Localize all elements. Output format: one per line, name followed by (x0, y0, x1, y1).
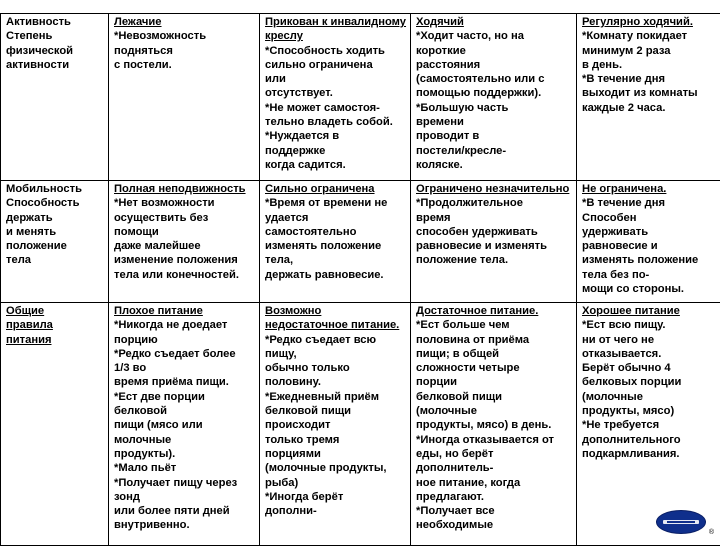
cell-line: помощью поддержки). (416, 86, 573, 100)
cell-line: (молочные (416, 404, 573, 418)
row-label-line: Степень (6, 29, 105, 43)
cell-line: ни от чего не (582, 333, 717, 347)
cell-line: время приёма пищи. (114, 375, 256, 389)
cell-line: Берёт обычно 4 (582, 361, 717, 375)
cell-line: *Нуждается в (265, 129, 407, 143)
cell-line: или (265, 72, 407, 86)
cell-line: подняться (114, 44, 256, 58)
table-row (1, 303, 720, 546)
cell-line: *Иногда берёт (265, 490, 407, 504)
cell-line: *Ежедневный приём (265, 390, 407, 404)
cell-line: отказывается. (582, 347, 717, 361)
score-cell (577, 303, 720, 546)
row-label-title-line: питания (6, 333, 105, 347)
row-label-line: Активность (6, 15, 105, 29)
cell-line: продукты, мясо) в день. (416, 418, 573, 432)
score-cell (411, 181, 577, 303)
cell-line: *Комнату покидает (582, 29, 717, 43)
row-label-line: Способность (6, 196, 105, 210)
row-label-line: тела (6, 253, 105, 267)
cell-line: 1/3 во (114, 361, 256, 375)
cell-line: *Время от времени не (265, 196, 407, 210)
cell-line: порции (416, 375, 573, 389)
cell-line: пищи (мясо или (114, 418, 256, 432)
braden-scale-table (0, 13, 720, 546)
cell-line: дополнительного (582, 433, 717, 447)
score-cell (577, 181, 720, 303)
registered-mark: ® (709, 529, 714, 536)
cell-line: выходит из комнаты (582, 86, 717, 100)
cell-line: короткие (416, 44, 573, 58)
cell-line: изменять положение (265, 239, 407, 253)
cell-line: внутривенно. (114, 518, 256, 532)
cell-line: самостоятельно (265, 225, 407, 239)
score-cell (260, 14, 411, 181)
cell-line: удается (265, 211, 407, 225)
cell-line: белковой (114, 404, 256, 418)
score-cell (109, 181, 260, 303)
cell-line: коляске. (416, 158, 573, 172)
row-label-line: физической (6, 44, 105, 58)
cell-title: Плохое питание (114, 304, 256, 318)
cell-line: необходимые (416, 518, 573, 532)
cell-line: *Не требуется (582, 418, 717, 432)
cell-line: пищи; в общей (416, 347, 573, 361)
cell-line: держать равновесие. (265, 268, 407, 282)
cell-line: время (416, 211, 573, 225)
cell-line: удерживать (582, 225, 717, 239)
cell-line: *Не может самостоя- (265, 101, 407, 115)
cell-line: отсутствует. (265, 86, 407, 100)
cell-line: *Невозможность (114, 29, 256, 43)
cell-line: положение тела. (416, 253, 573, 267)
cell-line: в день. (582, 58, 717, 72)
cell-line: ное питание, когда (416, 476, 573, 490)
cell-line: равновесие и изменять (416, 239, 573, 253)
cell-line: дополни- (265, 504, 407, 518)
cell-line: белковых порции (582, 375, 717, 389)
cell-line: тела без по- (582, 268, 717, 282)
cell-line: пищу, (265, 347, 407, 361)
cell-line: изменять положение (582, 253, 717, 267)
cell-line: продукты, мясо) (582, 404, 717, 418)
cell-line: равновесие и (582, 239, 717, 253)
cell-line: *Редко съедает всю (265, 333, 407, 347)
cell-line: тельно владеть собой. (265, 115, 407, 129)
cell-title: Достаточное питание. (416, 304, 573, 318)
cell-line: тела или конечностей. (114, 268, 256, 282)
cell-line: обычно только (265, 361, 407, 375)
cell-title: Прикован к инвалидному креслу (265, 15, 407, 44)
cell-line: поддержке (265, 144, 407, 158)
cell-line: минимум 2 раза (582, 44, 717, 58)
score-cell (577, 14, 720, 181)
cell-line: с постели. (114, 58, 256, 72)
cell-line: *Редко съедает более (114, 347, 256, 361)
cell-title: Возможно недостаточное питание. (265, 304, 407, 333)
score-cell (109, 14, 260, 181)
cell-line: *Никогда не доедает (114, 318, 256, 332)
cell-title: Хорошее питание (582, 304, 717, 318)
cell-line: расстояния (416, 58, 573, 72)
table-row (1, 14, 720, 181)
cell-line: мощи со стороны. (582, 282, 717, 296)
cell-line: когда садится. (265, 158, 407, 172)
cell-line: зонд (114, 490, 256, 504)
cell-line: (самостоятельно или с (416, 72, 573, 86)
cell-line: белковой пищи (416, 390, 573, 404)
cell-line: только тремя (265, 433, 407, 447)
cell-title: Лежачие (114, 15, 256, 29)
cell-line: сильно ограничена (265, 58, 407, 72)
cell-line: (молочные (582, 390, 717, 404)
cell-line: половина от приёма (416, 333, 573, 347)
cell-line: времени (416, 115, 573, 129)
table-row (1, 181, 720, 303)
cell-line: предлагают. (416, 490, 573, 504)
cell-line: *Продолжительное (416, 196, 573, 210)
cell-line: *Большую часть (416, 101, 573, 115)
cell-line: изменение положения (114, 253, 256, 267)
row-label-line: активности (6, 58, 105, 72)
cell-line: или более пяти дней (114, 504, 256, 518)
cell-line: подкармливания. (582, 447, 717, 461)
cell-line: *Получает пищу через (114, 476, 256, 490)
logo-mark (661, 515, 701, 529)
cell-line: дополнитель- (416, 461, 573, 475)
cell-line: *Иногда отказывается от (416, 433, 573, 447)
row-label-title-line: Общие (6, 304, 105, 318)
hartmann-logo (656, 510, 706, 534)
cell-line: *Способность ходить (265, 44, 407, 58)
row-label-line: Мобильность (6, 182, 105, 196)
row-label-line: и менять (6, 225, 105, 239)
cell-line: порцию (114, 333, 256, 347)
cell-title: Полная неподвижность (114, 182, 256, 196)
row-label-cell (1, 181, 109, 303)
cell-line: постели/кресле- (416, 144, 573, 158)
row-label-line: держать (6, 211, 105, 225)
cell-line: рыба) (265, 476, 407, 490)
row-label-title-line: правила (6, 318, 105, 332)
cell-line: Способен (582, 211, 717, 225)
cell-title: Не ограничена. (582, 182, 717, 196)
cell-line: *Ест больше чем (416, 318, 573, 332)
cell-title: Регулярно ходячий. (582, 15, 717, 29)
cell-line: белковой пищи (265, 404, 407, 418)
cell-line: *Получает все (416, 504, 573, 518)
cell-line: даже малейшее (114, 239, 256, 253)
cell-line: (молочные продукты, (265, 461, 407, 475)
cell-line: еды, но берёт (416, 447, 573, 461)
score-cell (411, 14, 577, 181)
cell-title: Ограничено незначительно (416, 182, 573, 196)
cell-line: *Ест две порции (114, 390, 256, 404)
cell-line: сложности четыре (416, 361, 573, 375)
row-label-line: положение (6, 239, 105, 253)
cell-line: осуществить без (114, 211, 256, 225)
score-cell (260, 181, 411, 303)
cell-line: молочные (114, 433, 256, 447)
cell-line: происходит (265, 418, 407, 432)
cell-line: *В течение дня (582, 72, 717, 86)
cell-line: тела, (265, 253, 407, 267)
row-label-cell (1, 303, 109, 546)
cell-line: продукты). (114, 447, 256, 461)
cell-line: *Ест всю пищу. (582, 318, 717, 332)
cell-line: половину. (265, 375, 407, 389)
score-cell (109, 303, 260, 546)
cell-title: Ходячий (416, 15, 573, 29)
cell-line: *Мало пьёт (114, 461, 256, 475)
cell-line: каждые 2 часа. (582, 101, 717, 115)
cell-title: Сильно ограничена (265, 182, 407, 196)
cell-line: проводит в (416, 129, 573, 143)
row-label-cell (1, 14, 109, 181)
score-cell (260, 303, 411, 546)
cell-line: способен удерживать (416, 225, 573, 239)
cell-line: помощи (114, 225, 256, 239)
cell-line: *В течение дня (582, 196, 717, 210)
cell-line: порциями (265, 447, 407, 461)
cell-line: *Нет возможности (114, 196, 256, 210)
score-cell (411, 303, 577, 546)
cell-line: *Ходит часто, но на (416, 29, 573, 43)
